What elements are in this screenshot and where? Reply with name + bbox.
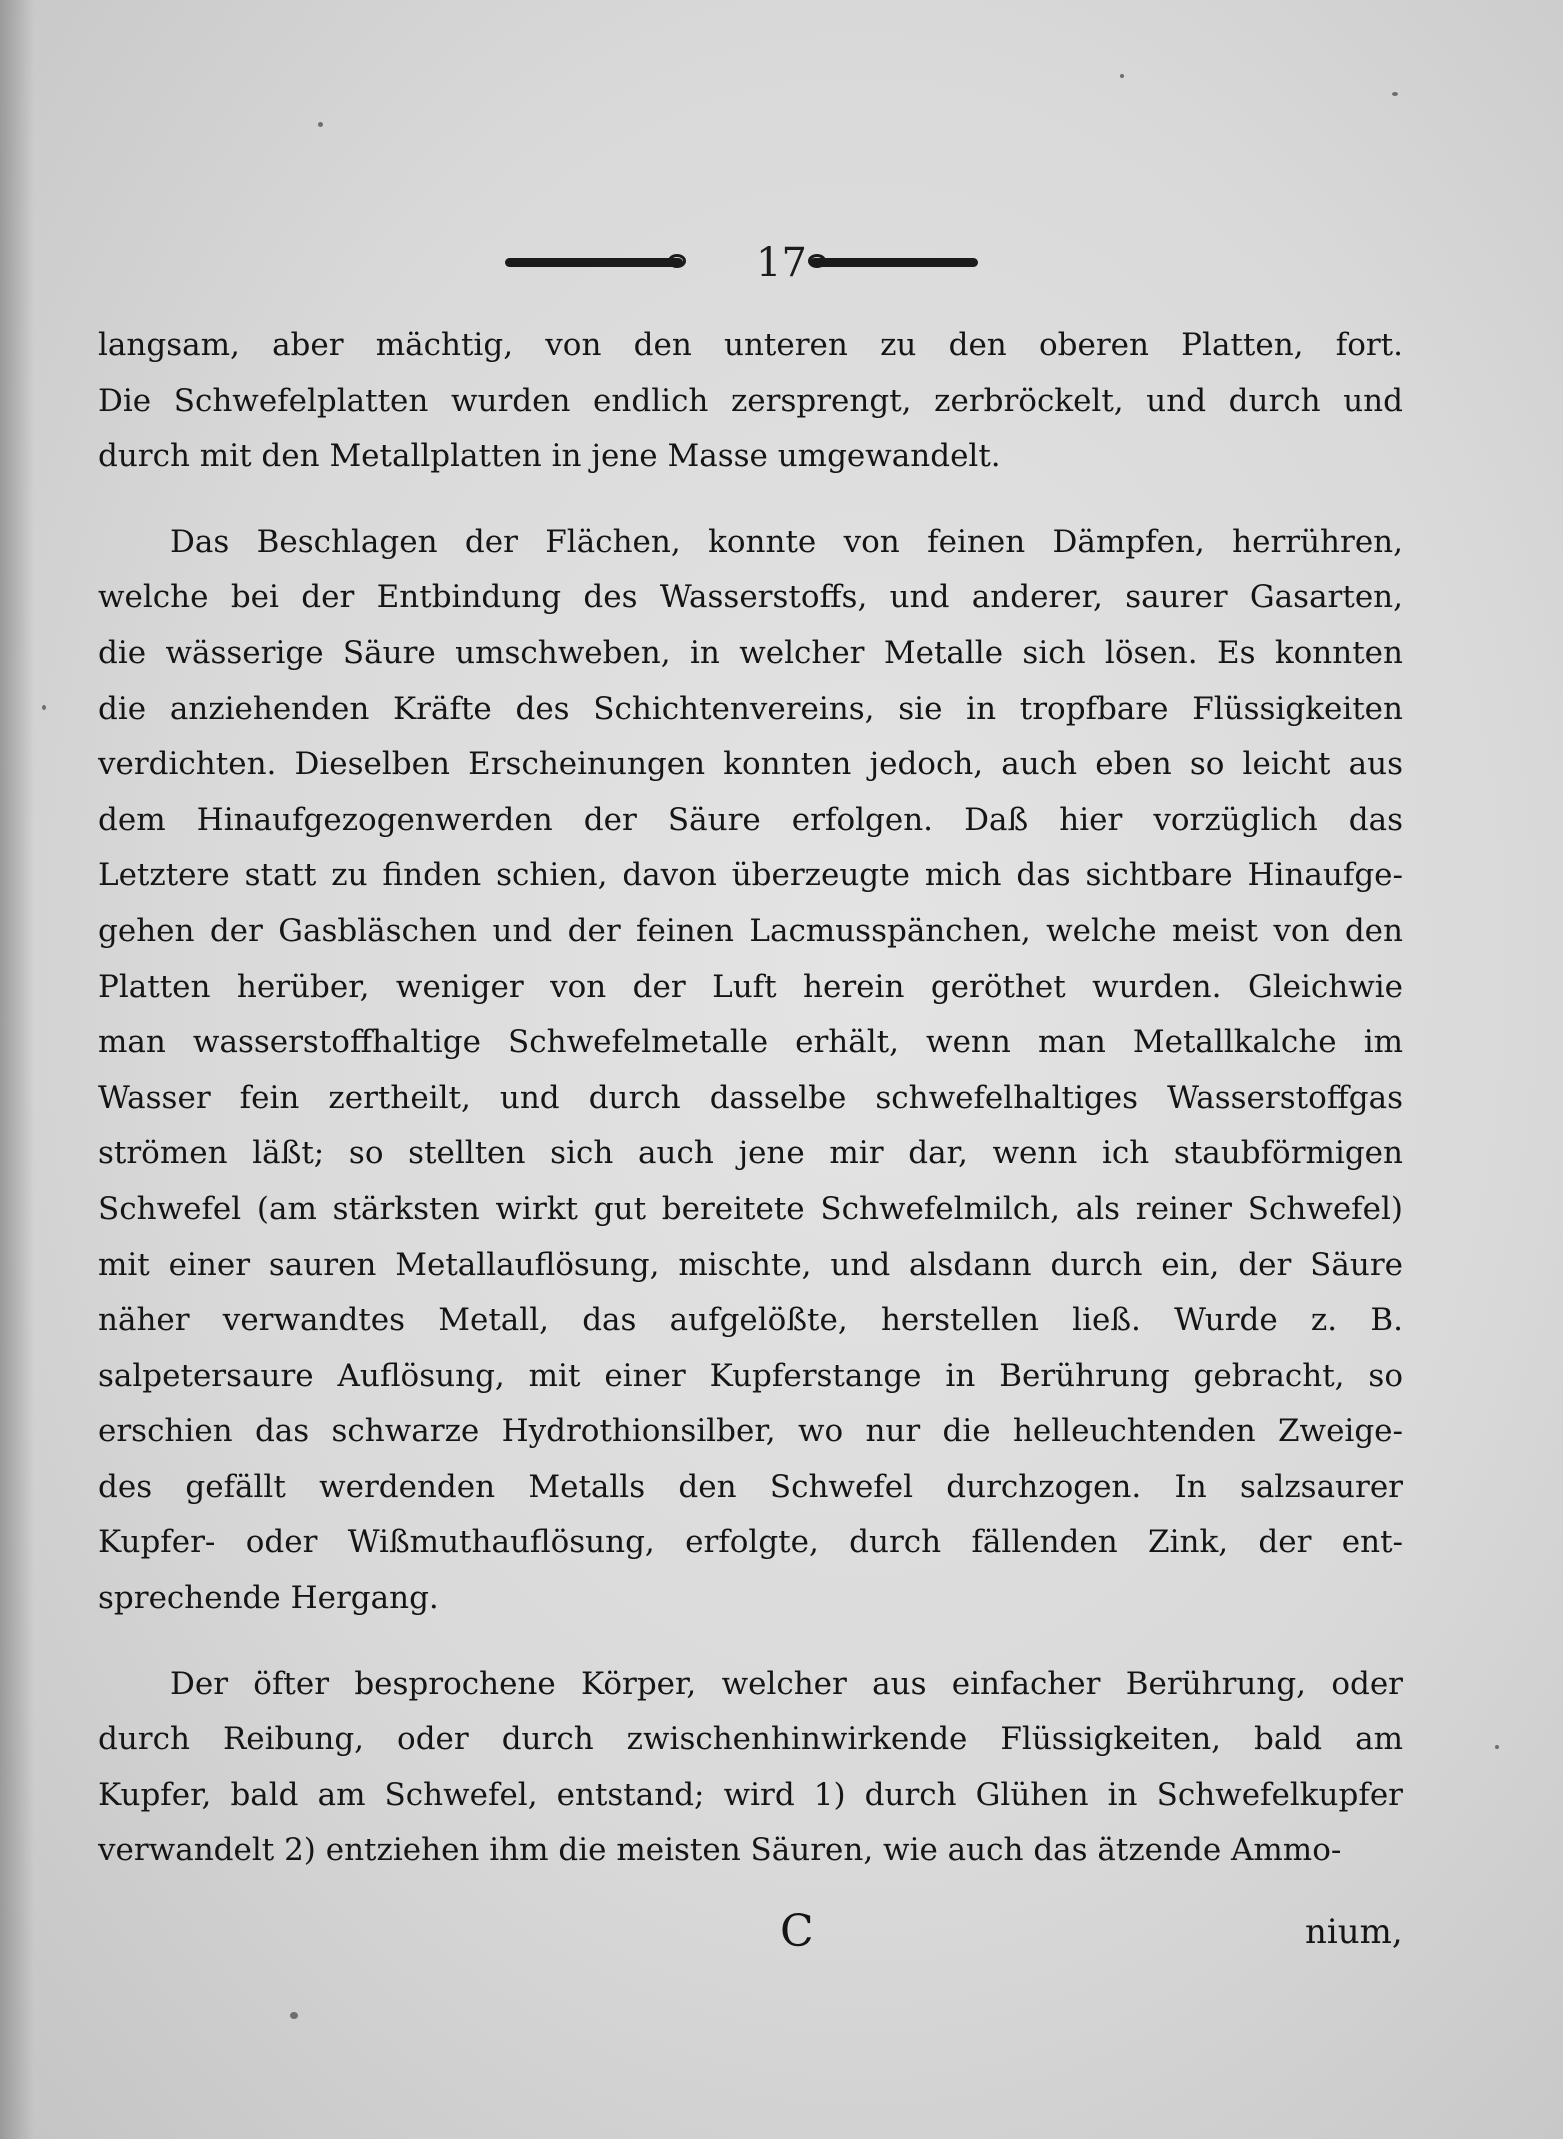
text-line: verdichten. Dieselben Erscheinungen konnten jedoch, auch eben so leicht aus (98, 746, 1403, 783)
text-line: die anziehenden Kräfte des Schichtenvereins, sie in tropfbare Flüssigkeiten (98, 690, 1403, 727)
paragraph (98, 1657, 1403, 1879)
text-line: des gefällt werdenden Metalls den Schwefel durchzogen. In salzsaurer (98, 1468, 1403, 1505)
text-line: Kupfer- oder Wißmuthauflösung, erfolgte, durch fällenden Zink, der ent- (98, 1524, 1403, 1561)
paper-speck (1495, 1745, 1499, 1749)
text-line: strömen läßt; so stellten sich auch jene mir dar, wenn ich staubförmigen (98, 1135, 1403, 1172)
paragraph-gap (98, 485, 1403, 515)
paper-speck (1392, 92, 1398, 96)
text-line: durch Reibung, oder durch zwischenhinwirkende Flüssigkeiten, bald am (98, 1721, 1403, 1758)
page-header (0, 238, 1563, 288)
text-line: welche bei der Entbindung des Wasserstoffs, und anderer, saurer Gasarten, (98, 579, 1403, 616)
text-line: Kupfer, bald am Schwefel, entstand; wird 1) durch Glühen in Schwefelkupfer (98, 1776, 1403, 1813)
ornament-rule-right (810, 258, 978, 267)
text-line: man wasserstoffhaltige Schwefelmetalle erhält, wenn man Metallkalche im (98, 1024, 1403, 1061)
text-line: Die Schwefelplatten wurden endlich zersprengt, zerbröckelt, und durch und (98, 382, 1403, 419)
paragraph-gap (98, 1627, 1403, 1657)
text-line: näher verwandtes Metall, das aufgelößte, herstellen ließ. Wurde z. B. (98, 1302, 1403, 1339)
catchword: nium, (1305, 1912, 1403, 1952)
paper-speck (290, 2012, 298, 2019)
text-line: Der öfter besprochene Körper, welcher aus einfacher Berührung, oder (170, 1665, 1403, 1702)
text-line: Letztere statt zu finden schien, davon überzeugte mich das sichtbare Hinaufge- (98, 857, 1403, 894)
text-line: die wässerige Säure umschweben, in welcher Metalle sich lösen. Es konnten (98, 634, 1403, 671)
spine-shadow (0, 0, 34, 2139)
text-line: mit einer sauren Metallauflösung, mischte, und alsdann durch ein, der Säure (98, 1246, 1403, 1283)
text-line: durch mit den Metallplatten in jene Masse umgewandelt. (98, 438, 1001, 475)
paper-speck (318, 122, 323, 127)
text-line: sprechende Hergang. (98, 1580, 439, 1617)
text-line: erschien das schwarze Hydrothionsilber, wo nur die helleuchtenden Zweige- (98, 1413, 1403, 1450)
signature-mark: C (780, 1906, 814, 1957)
text-line: Das Beschlagen der Flächen, konnte von feinen Dämpfen, herrühren, (170, 523, 1403, 560)
page-footer (0, 1902, 1563, 1962)
paragraph (98, 515, 1403, 1627)
text-line: langsam, aber mächtig, von den unteren zu den oberen Platten, fort. (98, 327, 1403, 363)
text-line: salpetersaure Auflösung, mit einer Kupferstange in Berührung gebracht, so (98, 1357, 1403, 1394)
text-line: dem Hinaufgezogenwerden der Säure erfolgen. Daß hier vorzüglich das (98, 801, 1403, 838)
paper-speck (1120, 74, 1124, 78)
text-line: Wasser fein zertheilt, und durch dasselbe schwefelhaltiges Wasserstoffgas (98, 1079, 1403, 1116)
page-number: 17 (756, 240, 807, 286)
text-line: verwandelt 2) entziehen ihm die meisten Säuren, wie auch das ätzende Ammo- (98, 1832, 1342, 1869)
paragraph (98, 318, 1403, 485)
body-text (98, 318, 1403, 1879)
text-line: Platten herüber, weniger von der Luft herein geröthet wurden. Gleichwie (98, 968, 1403, 1005)
text-line: gehen der Gasbläschen und der feinen Lacmusspänchen, welche meist von den (98, 912, 1403, 949)
text-line: Schwefel (am stärksten wirkt gut bereitete Schwefelmilch, als reiner Schwefel) (98, 1190, 1403, 1227)
paper-speck (42, 705, 46, 710)
